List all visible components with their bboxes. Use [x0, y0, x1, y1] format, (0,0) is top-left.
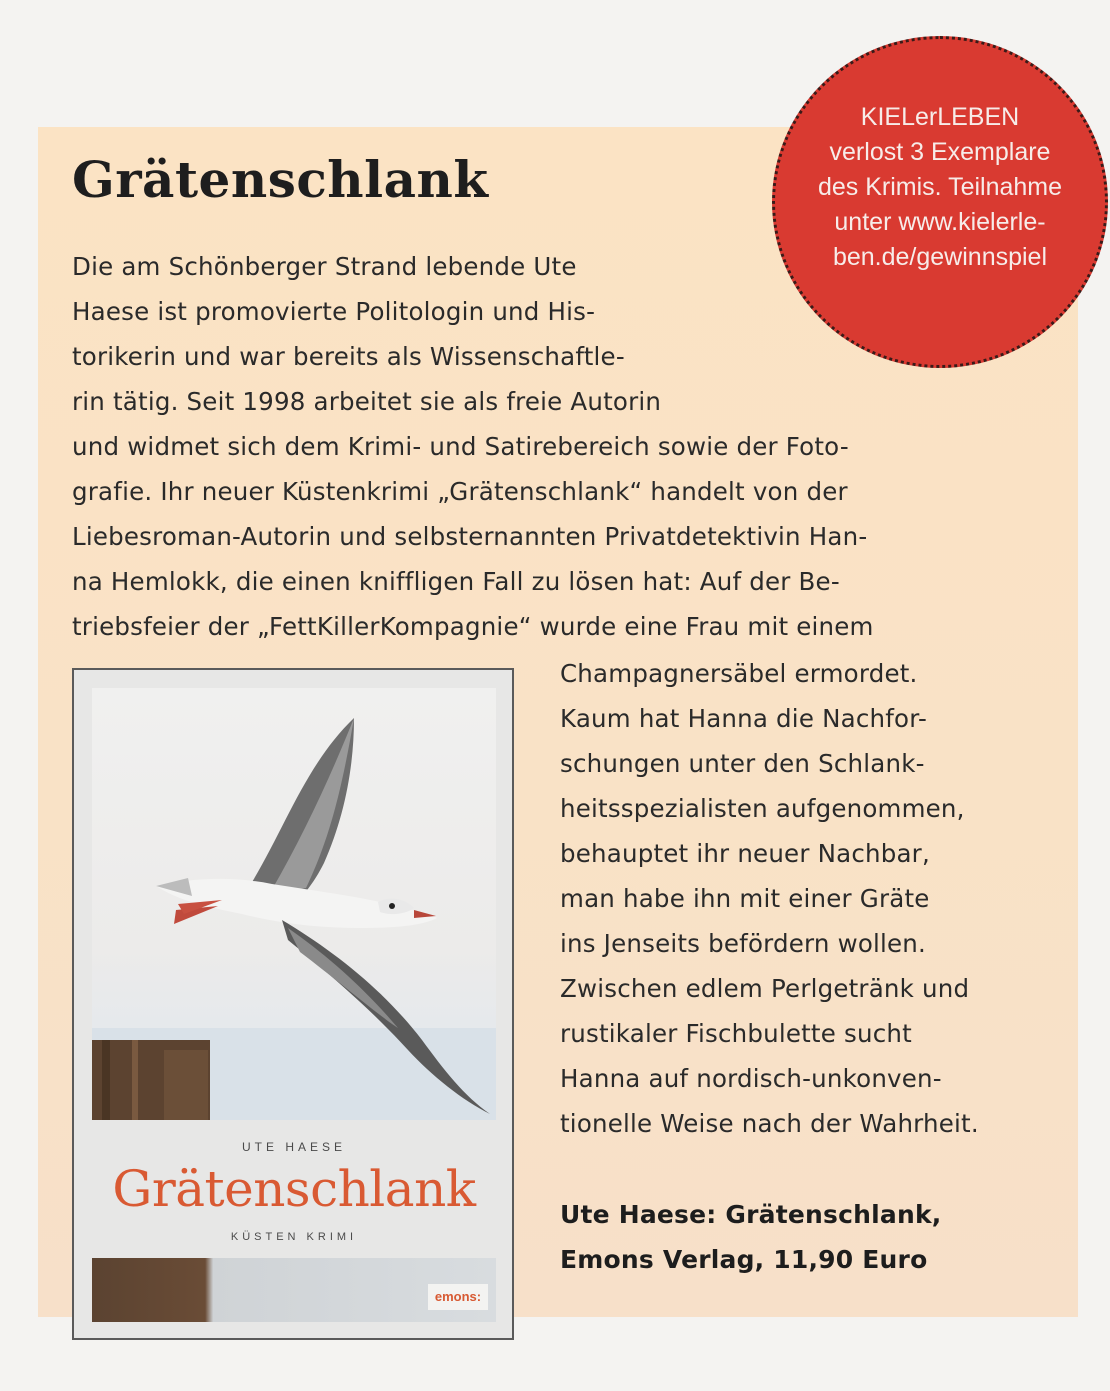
- body-line-4: rin tätig. Seit 1998 arbeitet sie als freie Autorin: [72, 387, 662, 416]
- body-line-20: tionelle Weise nach der Wahrheit.: [560, 1109, 979, 1138]
- body-line-2: Haese ist promovierte Politologin und His-: [72, 297, 596, 326]
- body-line-7: Liebesroman-Autorin und selbsternannten Privatdetektivin Han-: [72, 522, 868, 551]
- cover-genre: KÜSTEN KRIMI: [230, 1231, 358, 1243]
- book-cover: [72, 668, 514, 1340]
- seagull-illustration: [92, 688, 496, 1120]
- body-line-17: Zwischen edlem Perlgetränk und: [560, 974, 970, 1003]
- body-line-5: und widmet sich dem Krimi- und Satirebereich sowie der Foto-: [72, 432, 849, 461]
- book-credit-line-1: Ute Haese: Grätenschlank,: [560, 1200, 942, 1229]
- article-title: Grätenschlank: [72, 150, 489, 209]
- body-line-12: schungen unter den Schlank-: [560, 749, 925, 778]
- body-line-10: Champagnersäbel ermordet.: [560, 659, 918, 688]
- background-mirror-text: [80, 66, 380, 106]
- body-line-18: rustikaler Fischbulette sucht: [560, 1019, 912, 1048]
- publisher-logo: emons:: [428, 1284, 488, 1310]
- body-line-8: na Hemlokk, die einen kniffligen Fall zu lösen hat: Auf der Be-: [72, 567, 840, 596]
- badge-line-1: KIELerLEBEN: [860, 103, 1020, 131]
- body-line-3: torikerin und war bereits als Wissenschaftle-: [72, 342, 625, 371]
- badge-line-2: verlost 3 Exemplare: [829, 138, 1051, 166]
- body-line-6: grafie. Ihr neuer Küstenkrimi „Grätenschlank“ handelt von der: [72, 477, 848, 506]
- body-line-11: Kaum hat Hanna die Nachfor-: [560, 704, 927, 733]
- badge-line-5: ben.de/gewinnspiel: [832, 243, 1048, 271]
- body-line-16: ins Jenseits befördern wollen.: [560, 929, 927, 958]
- book-credit-line-2: Emons Verlag, 11,90 Euro: [560, 1245, 928, 1274]
- badge-line-3: des Krimis. Teilnahme: [817, 173, 1063, 201]
- cover-author: UTE HAESE: [241, 1140, 346, 1154]
- body-line-13: heitsspezialisten aufgenommen,: [560, 794, 965, 823]
- giveaway-badge-text: [772, 100, 1108, 275]
- body-line-15: man habe ihn mit einer Gräte: [560, 884, 930, 913]
- body-line-9: triebsfeier der „FettKillerKompagnie“ wurde eine Frau mit einem: [72, 612, 874, 641]
- body-line-19: Hanna auf nordisch-unkonven-: [560, 1064, 942, 1093]
- badge-line-4: unter www.kielerle-: [834, 208, 1046, 236]
- body-line-14: behauptet ihr neuer Nachbar,: [560, 839, 930, 868]
- cover-title: Grätenschlank: [112, 1160, 476, 1218]
- body-line-1: Die am Schönberger Strand lebende Ute: [72, 252, 577, 281]
- seagull-photo: [92, 688, 496, 1120]
